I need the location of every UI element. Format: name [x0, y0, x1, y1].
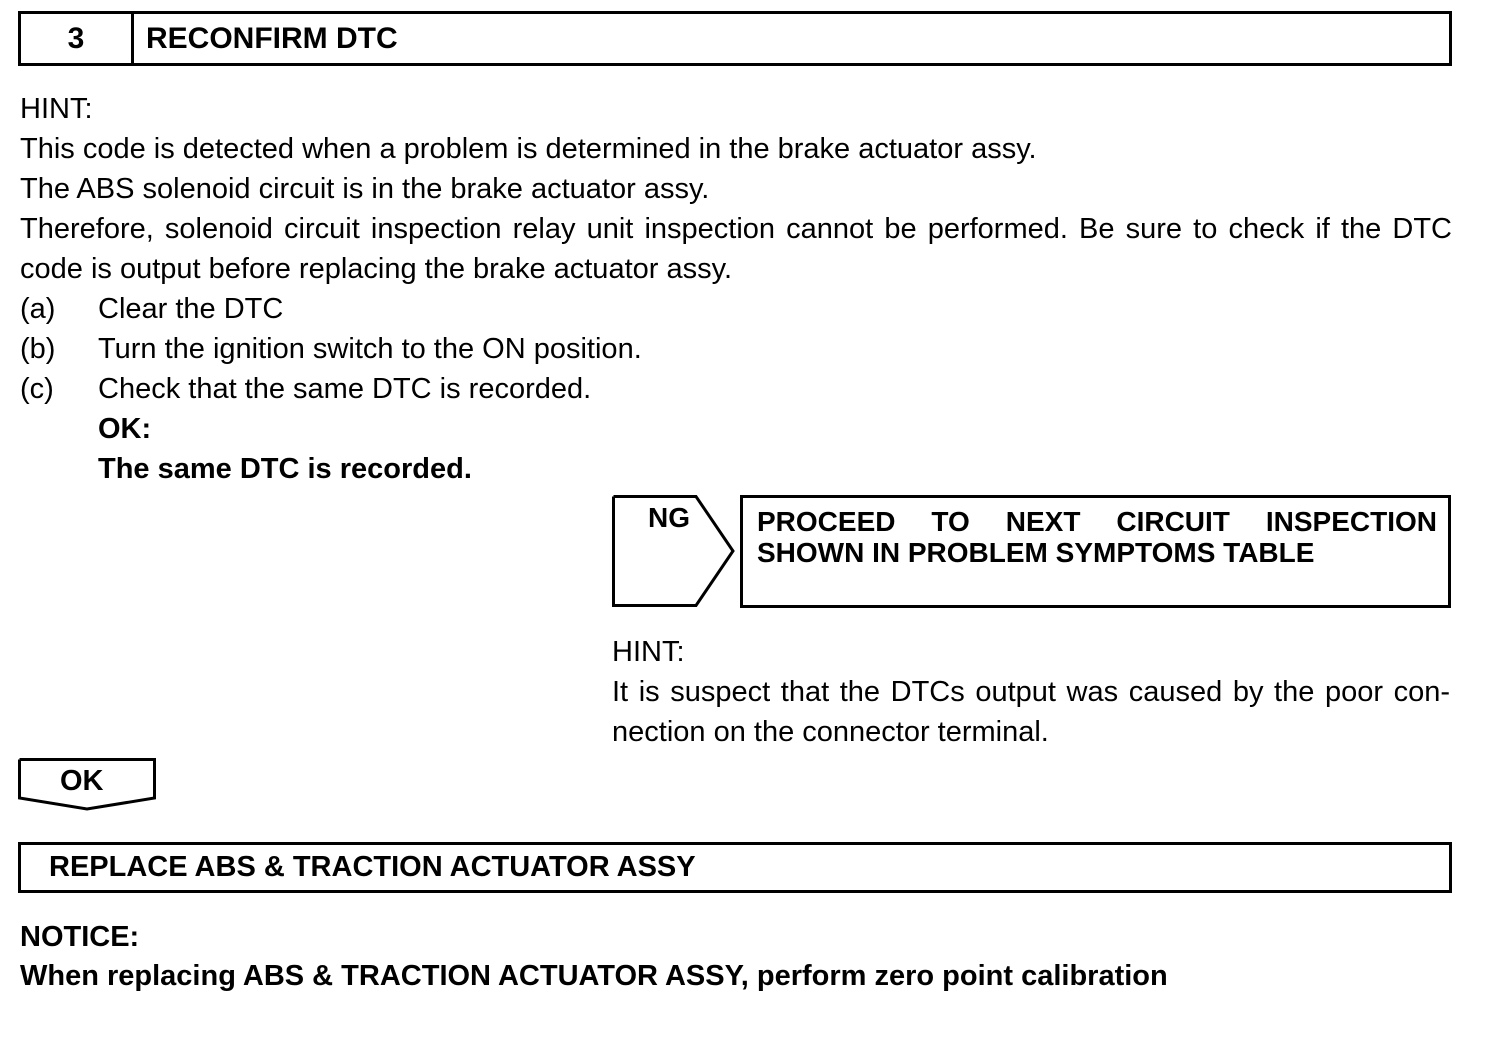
step-text-c: Check that the same DTC is recorded. — [98, 373, 592, 405]
step-marker-c: (c) — [20, 373, 54, 405]
ng-hint-label: HINT: — [612, 636, 685, 668]
ng-label: NG — [648, 502, 690, 533]
notice-label: NOTICE: — [20, 921, 140, 953]
step-header — [18, 11, 1452, 66]
step-number: 3 — [21, 14, 134, 63]
step-title: RECONFIRM DTC — [146, 21, 398, 55]
ng-action-text: PROCEED TO NEXT CIRCUIT INSPECTION SHOWN IN PROBLEM SYMPTOMS TABLE — [757, 506, 1437, 568]
step-marker-a: (a) — [20, 293, 56, 325]
ok-action-text: REPLACE ABS & TRACTION ACTUATOR ASSY — [49, 851, 696, 883]
ok-criteria-text: The same DTC is recorded. — [98, 453, 472, 485]
ok-criteria-label: OK: — [98, 413, 152, 445]
ok-label: OK — [60, 765, 104, 797]
hint-line-2: The ABS solenoid circuit is in the brake actuator assy. — [20, 173, 710, 205]
hint-line-3: Therefore, solenoid circuit inspection relay unit inspection cannot be performed. Be sure to check if the DTC — [20, 213, 1452, 245]
ng-action-box — [740, 495, 1451, 608]
hint-line-1: This code is detected when a problem is determined in the brake actuator assy. — [20, 133, 1037, 165]
notice-text: When replacing ABS & TRACTION ACTUATOR ASSY, perform zero point calibration — [20, 960, 1168, 992]
hint-line-4: code is output before replacing the brake actuator assy. — [20, 253, 733, 285]
ng-hint-text: It is suspect that the DTCs output was caused by the poor con-nection on the connector terminal. — [612, 676, 1450, 748]
step-text-b: Turn the ignition switch to the ON position. — [98, 333, 642, 365]
ok-action-box — [18, 842, 1452, 893]
step-marker-b: (b) — [20, 333, 56, 365]
hint-label: HINT: — [20, 93, 93, 125]
step-text-a: Clear the DTC — [98, 293, 284, 325]
